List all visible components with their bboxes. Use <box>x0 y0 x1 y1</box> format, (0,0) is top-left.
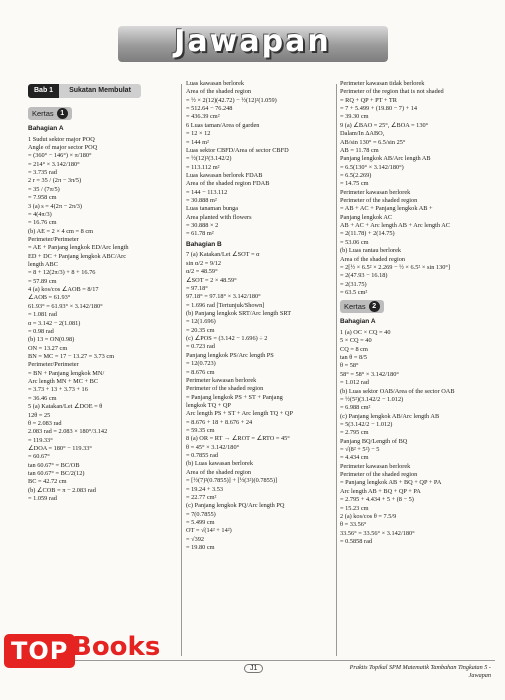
answer-lines <box>186 80 336 552</box>
answer-line: 8 (a) OR = RT → ∠ROT = ∠RTO = 45° <box>186 435 290 443</box>
answer-line: OT = √(14² + 14²) <box>186 527 232 535</box>
answer-line: = 4(4π/3) <box>28 210 52 218</box>
footer-line: Praktis Topikal SPM Matematik Tambahan Tingkatan 5 - <box>349 664 491 671</box>
answer-column-1 <box>28 80 176 503</box>
answer-line: Angle of major sector POQ <box>28 144 98 151</box>
answer-line: (b) Luas rantau berlorek <box>340 247 402 255</box>
answer-line: = 2(47.93 − 16.18) <box>340 272 388 280</box>
answer-line: = 0.723 rad <box>186 343 215 351</box>
answer-line: = 19.24 + 3.53 <box>186 485 224 493</box>
answer-line: = √392 <box>186 535 205 543</box>
answer-line: = 119.33° <box>28 436 53 444</box>
answer-line: tan θ = 8/5 <box>340 354 368 362</box>
answer-line: θ = 58° <box>340 362 359 370</box>
answer-line: = 214° × 3.142/180° <box>28 160 80 168</box>
answer-line: = 4.434 cm <box>340 454 369 462</box>
logo-books-text: Books <box>72 632 161 662</box>
section-heading: Bahagian B <box>186 240 222 248</box>
answer-line: = 97.18° <box>186 284 208 292</box>
footer-line: Jawapan <box>468 672 491 680</box>
answer-line: = 8.676 cm <box>186 368 215 376</box>
answer-line: = 36.46 cm <box>28 394 57 402</box>
answer-line: 12θ = 25 <box>28 411 51 419</box>
answer-column-3 <box>340 80 495 546</box>
answer-line: 1 (a) OC × CQ = 40 <box>340 328 391 336</box>
paper-2-label <box>340 300 384 313</box>
answer-line: = 512.64 − 76.248 <box>186 105 233 113</box>
answer-line: 6 Luas taman/Area of garden <box>186 121 260 129</box>
answer-line: = 39.30 cm <box>340 113 369 121</box>
answer-line: Perimeter of the region that is not shaded <box>340 88 444 96</box>
answer-line: = 6.5(2.269) <box>340 171 372 179</box>
answer-line: = 15.23 cm <box>340 504 369 512</box>
answer-line: θ = 45° × 3.142/180° <box>186 443 240 451</box>
answer-line: α = 3.142 − 2(1.081) <box>28 319 81 327</box>
answer-line: (b) Luas sektor OAB/Area of the sector OAB <box>340 387 455 395</box>
answer-line: AB + AC + Arc length AB + Arc length AC <box>340 222 451 230</box>
topbooks-logo <box>0 616 175 694</box>
answer-line: = 0.7855 rad <box>186 452 219 460</box>
answer-line: Area planted with flowers <box>186 213 252 221</box>
answer-line: CQ = 8 cm <box>340 345 368 353</box>
answer-line: Panjang lengkok AC <box>340 213 393 221</box>
answer-line: sin α/2 = 9/12 <box>186 259 222 267</box>
title-banner <box>0 12 505 70</box>
answer-line: = Panjang lengkok AB + BQ + QP + PA <box>340 479 442 487</box>
answer-line: = 61.78 m² <box>186 230 214 238</box>
answer-line: = √(8² + 5²) − 5 <box>340 446 380 454</box>
answer-line: Panjang lengkok PS/Arc length PS <box>186 351 274 359</box>
answer-line: = 8.676 + 18 + 8.676 + 24 <box>186 418 253 426</box>
answer-line: Arc length MN + MC + BC <box>28 378 99 386</box>
answer-line: = 2(31.75) <box>340 280 367 288</box>
answer-line: ∠AOB = 61.93° <box>28 294 71 302</box>
answer-line: (b) Luas kawasan berlorek <box>186 460 253 468</box>
answer-line: Arc length PS + ST + Arc length TQ + QP <box>186 410 293 418</box>
answer-line: Luas tanaman bunga <box>186 205 239 213</box>
answer-line: ON = 13.27 cm <box>28 344 68 352</box>
page-number: J1 <box>244 664 263 673</box>
answer-line: = ½ × 2(12)(42.72) − ½(12)²(1.059) <box>186 96 277 104</box>
answer-line: = 2.795 + 4.434 + 5 + (8 − 5) <box>340 496 414 504</box>
answer-line: = ½(5²)(3.142/2 − 1.012) <box>340 395 404 403</box>
answer-line: = (360° − 146°) × π/180° <box>28 152 92 160</box>
answer-line: Luas kawasan berlorek FDAB <box>186 171 263 179</box>
section-heading: Bahagian A <box>340 318 376 326</box>
answer-line: 58° = 58° × 3.142/180° <box>340 370 399 378</box>
answer-line: (c) ∠POS = (3.142 − 1.696) ÷ 2 <box>186 335 268 343</box>
answer-line: 97.18° = 97.18° × 3.142/180° <box>186 293 261 301</box>
paper-label-text: Kertas <box>344 301 366 311</box>
answer-line: 5 (a) Katakan/Let ∠DOE = θ <box>28 403 103 411</box>
answer-line: Luas kawasan berlorek <box>186 80 245 87</box>
answer-line: BN = MC = 17 − 13.27 = 3.73 cm <box>28 352 115 360</box>
answer-line: 2.083 rad = 2.083 × 180°/3.142 <box>28 428 108 436</box>
answer-line: (c) Panjang lengkok PQ/Arc length PQ <box>186 502 285 510</box>
answer-line: Panjang lengkok AB/Arc length AB <box>340 155 431 163</box>
answer-line: = 53.06 cm <box>340 238 369 246</box>
column-divider <box>181 84 182 656</box>
answer-line: Perimeter of the shaded region <box>186 385 264 393</box>
answer-line: = 57.89 cm <box>28 277 57 285</box>
answer-line: Area of the shaded region FDAB <box>186 180 270 188</box>
answer-column-2 <box>186 80 336 552</box>
answer-line: tan 60.67° = BC/OB <box>28 461 80 469</box>
answer-line: = 8 + 12(2π/3) + 8 + 16.76 <box>28 269 96 277</box>
answer-line: = 0.98 rad <box>28 327 54 335</box>
answer-line: 4 (a) kos/cos ∠AOB = 8/17 <box>28 286 99 294</box>
answer-line: = 59.35 cm <box>186 427 215 435</box>
answer-line: (b) 13 = ON(0.98) <box>28 336 75 344</box>
answer-line: (b) AE = 2 × 4 cm = 8 cm <box>28 227 94 235</box>
answer-line: (c) Panjang lengkok AB/Arc length AB <box>340 412 440 420</box>
paper-1-label <box>28 107 72 120</box>
answer-line: 9 (a) ∠BAO = 25°, ∠BOA = 130° <box>340 121 429 129</box>
answer-line: = 144 − 113.112 <box>186 188 228 196</box>
answer-line: 2 r = 35 / (2π − 3π/5) <box>28 177 82 185</box>
answer-line: = 1.081 rad <box>28 311 57 319</box>
section-heading: Bahagian A <box>28 125 64 132</box>
answer-line: Area of the shaded region <box>186 88 252 96</box>
answer-lines <box>28 125 176 503</box>
answer-line: θ = 2.083 rad <box>28 419 62 427</box>
answer-line: lengkok TQ + QP <box>186 401 231 409</box>
answer-line: Perimeter kawasan tidak berlorek <box>340 80 425 87</box>
answer-line: = 5(3.142/2 − 1.012) <box>340 420 393 428</box>
answer-line: = 0.5858 rad <box>340 537 373 545</box>
answer-line: Perimeter of the shaded region <box>340 471 418 479</box>
answer-line: = 6.988 cm² <box>340 404 371 412</box>
answer-line: = AE + Panjang lengkok ED/Arc length <box>28 244 129 252</box>
answer-line: Perimeter kawasan berlorek <box>340 188 411 196</box>
answer-line: Area of the shaded region <box>340 255 406 263</box>
paper-number-badge: 1 <box>57 108 68 119</box>
answer-line: Area of the shaded region <box>186 468 252 476</box>
answer-line: BC = 42.72 cm <box>28 478 67 486</box>
paper-number-badge: 2 <box>369 301 380 312</box>
answer-line: ED + DC + Panjang lengkok ABC/Arc <box>28 252 127 260</box>
answer-line: = 60.67° <box>28 453 50 461</box>
answer-line: = 3.73 + 13 + 3.73 + 16 <box>28 386 88 394</box>
answer-line: 5 × CQ = 40 <box>340 337 372 345</box>
footer-book-title <box>306 664 491 680</box>
answer-line: = 2(11.78) + 2(14.75) <box>340 230 395 238</box>
page-title: Jawapan <box>174 23 331 59</box>
answer-line: = 30.888 × 2 <box>186 222 219 230</box>
answer-line: 61.93° = 61.93° × 3.142/180° <box>28 302 103 310</box>
chapter-header <box>28 84 176 98</box>
answer-line: 2 (a) kos/cos θ = 7.5/9 <box>340 512 397 520</box>
answer-line: = 16.76 cm <box>28 219 57 227</box>
answer-line: = 35 / (7π/5) <box>28 185 60 193</box>
chapter-number: Bab 1 <box>28 84 59 98</box>
answer-line: = 63.5 cm² <box>340 288 368 296</box>
answer-line: = 1.696 rad [Tertunjuk/Shown] <box>186 301 265 309</box>
answer-line: = AB + AC + Panjang lengkok AB + <box>340 205 433 213</box>
answer-line: = 22.77 cm² <box>186 493 217 501</box>
answer-line: = 12(0.723) <box>186 360 216 368</box>
logo-top-text: TOP <box>4 634 75 668</box>
answer-line: AB/sin 130° = 6.5/sin 25° <box>340 138 406 146</box>
answer-lines <box>340 80 495 297</box>
answer-line: = Panjang lengkok PS + ST + Panjang <box>186 393 283 401</box>
answer-line: = 6.5(130° × 3.142/180°) <box>340 163 404 171</box>
answer-line: AB = 11.78 cm <box>340 146 379 154</box>
answer-line: = 19.80 cm <box>186 544 215 552</box>
paper-label-text: Kertas <box>32 108 54 118</box>
answer-line: (b) Panjang lengkok SRT/Arc length SRT <box>186 309 292 317</box>
answer-line: = 5.499 cm <box>186 518 215 526</box>
answer-line: = 3.735 rad <box>28 169 57 177</box>
answer-line: Perimeter kawasan berlorek <box>186 376 257 384</box>
answer-line: α/2 = 48.59° <box>186 268 218 276</box>
answer-line: = [½(7)²(0.7855)] + [½(3²)(0.7855)] <box>186 477 278 485</box>
answer-line: Panjang BQ/Length of BQ <box>340 437 408 445</box>
answer-line: 7 (a) Katakan/Let ∠SOT = α <box>186 251 260 259</box>
answer-line: = RQ + QP + PT + TR <box>340 96 397 104</box>
answer-line: = 1.059 rad <box>28 495 57 503</box>
answer-line: 1 Sudut sektor major POQ <box>28 135 95 143</box>
answer-line: Perimeter of the shaded region <box>340 197 418 205</box>
answer-line: = 144 m² <box>186 138 209 146</box>
answer-line: = 2.795 cm <box>340 429 369 437</box>
answer-line: = 12 × 12 <box>186 130 211 138</box>
answer-line: = 12(1.696) <box>186 318 216 326</box>
answer-line: Arc length AB + BQ + QP + PA <box>340 487 421 495</box>
answer-line: Perimeter/Perimeter <box>28 235 79 243</box>
answer-line: Perimeter/Perimeter <box>28 361 79 369</box>
answer-line: = ½(12)²(3.142/2) <box>186 155 232 163</box>
answer-line: ∠DOA = 180° − 119.33° <box>28 444 92 452</box>
answer-line: Luas sektor CBFD/Area of sector CBFD <box>186 146 289 154</box>
answer-line: Dalam/In ΔABO, <box>340 130 385 138</box>
answer-line: = 7(0.7855) <box>186 510 216 518</box>
answer-line: 33.56° = 33.56° × 3.142/180° <box>340 529 415 537</box>
answer-line: ∠SOT = 2 × 48.59° <box>186 276 237 284</box>
answer-line: θ = 33.56° <box>340 521 367 529</box>
chapter-name: Sukatan Membulat <box>59 84 141 98</box>
answer-line: (b) ∠COB = π − 2.083 rad <box>28 486 96 494</box>
answer-line: = 2[½ × 6.5² × 2.269 − ½ × 6.5² × sin 130°] <box>340 263 450 271</box>
answer-line: = 1.012 rad <box>340 379 369 387</box>
answer-line: Perimeter kawasan berlorek <box>340 462 411 470</box>
answer-line: = 30.888 m² <box>186 197 217 205</box>
answer-lines <box>340 318 495 546</box>
answer-line: length ABC <box>28 261 58 269</box>
answer-line: = 7.958 cm <box>28 194 57 202</box>
answer-line: tan 60.67° = BC/2(12) <box>28 470 85 478</box>
column-divider <box>336 84 337 656</box>
answer-line: 3 (a) s = 4(2π − 2π/3) <box>28 202 83 210</box>
answer-line: = 436.39 cm² <box>186 113 220 121</box>
answer-line: = BN + Panjang lengkok MN/ <box>28 369 105 377</box>
answer-line: = 14.75 cm <box>340 180 369 188</box>
answer-line: = 20.35 cm <box>186 326 215 334</box>
answer-line: = 7 + 5.499 + (19.80 − 7) + 14 <box>340 105 418 113</box>
answer-line: = 113.112 m² <box>186 163 220 171</box>
